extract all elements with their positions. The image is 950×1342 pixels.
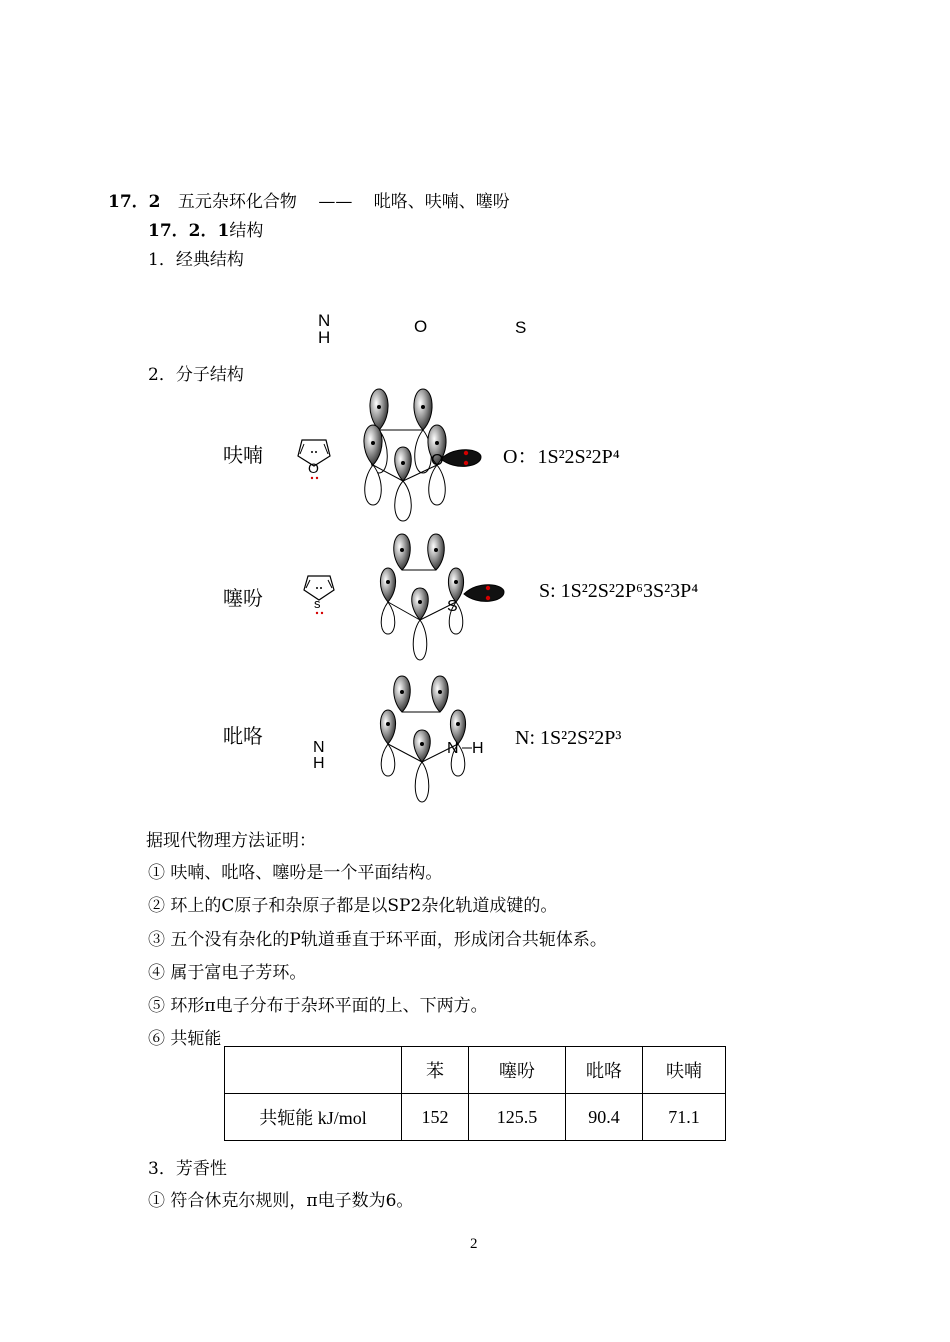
pyrrole-electron-config xyxy=(515,727,621,750)
item-mark: ④ xyxy=(148,963,165,983)
furan-ring-atom: O xyxy=(308,460,319,476)
item-text: 呋喃、吡咯、噻吩是一个平面结构。 xyxy=(170,863,443,883)
conjugation-energy-table xyxy=(224,1046,726,1141)
table-cell: 90.4 xyxy=(566,1094,643,1141)
evidence-item xyxy=(148,858,442,883)
page-number: 2 xyxy=(470,1236,478,1252)
pyrrole-config-text: N: 1S²2S²2P³ xyxy=(515,727,622,749)
section-compounds: 吡咯、呋喃、噻吩 xyxy=(373,192,510,212)
thiophene-heteroatom: S xyxy=(515,318,527,337)
table-cell: 152 xyxy=(402,1094,469,1141)
thiophene-config-text: S: 1S²2S²2P⁶3S²3P⁴ xyxy=(539,580,699,602)
thiophene-name: 噻吩 xyxy=(223,586,263,610)
item-mark: ⑤ xyxy=(148,996,165,1016)
furan-electron-config xyxy=(503,440,620,469)
pyrrole-name: 吡咯 xyxy=(223,724,263,748)
section-heading xyxy=(108,187,510,212)
thiophene-ring-atom: s xyxy=(314,596,321,611)
table-header-cell: 苯 xyxy=(402,1047,469,1094)
furan-config-text: O：1S²2S²2P⁴ xyxy=(503,446,620,468)
section-title: 五元杂环化合物 xyxy=(177,192,297,212)
pyrrole-ring-atom-group xyxy=(313,740,325,772)
aromaticity-item xyxy=(148,1186,413,1211)
thiophene-electron-config xyxy=(539,580,698,603)
table-cell: 125.5 xyxy=(469,1094,566,1141)
thiophene-orbital-atom: S xyxy=(447,598,458,615)
evidence-item xyxy=(148,991,488,1016)
evidence-item xyxy=(148,958,306,983)
table-header-cell: 噻吩 xyxy=(469,1047,566,1094)
pyrrole-ring-atom: N xyxy=(313,739,325,756)
item-text: 符合休克尔规则，π电子数为6。 xyxy=(170,1191,414,1211)
table-header-cell xyxy=(225,1047,402,1094)
subsection-title: 结构 xyxy=(229,221,264,241)
pyrrole-heteroatom xyxy=(318,312,330,346)
item-text: 属于富电子芳环。 xyxy=(170,963,307,983)
item-mark: ⑥ xyxy=(148,1029,165,1049)
item-mark: ① xyxy=(148,863,165,883)
lone-pair-lobe xyxy=(441,450,481,467)
table-header-cell: 呋喃 xyxy=(643,1047,726,1094)
subsection-heading xyxy=(148,216,263,241)
evidence-item xyxy=(148,1024,221,1049)
section-number: 17．2 xyxy=(108,192,161,212)
table-row-label: 共轭能 kJ/mol xyxy=(225,1094,402,1141)
evidence-item xyxy=(148,891,557,916)
pyrrole-ring-h: H xyxy=(313,755,325,772)
item-text: 五个没有杂化的P轨道垂直于环平面，形成闭合共轭体系。 xyxy=(170,930,607,950)
table-header-row xyxy=(225,1047,726,1094)
item-mark: ① xyxy=(148,1191,165,1211)
item-mark: ② xyxy=(148,896,165,916)
furan-orbital-atom: O xyxy=(431,452,444,469)
evidence-intro: 据现代物理方法证明： xyxy=(146,831,316,851)
section-dash: —— xyxy=(318,192,353,212)
furan-heteroatom: O xyxy=(414,317,428,336)
table-row xyxy=(225,1094,726,1141)
table-cell: 71.1 xyxy=(643,1094,726,1141)
aromaticity-heading: 3．芳香性 xyxy=(148,1159,227,1179)
item-text: 环形π电子分布于杂环平面的上、下两方。 xyxy=(170,996,488,1016)
item-text: 环上的C原子和杂原子都是以SP2杂化轨道成键的。 xyxy=(170,896,558,916)
pyrrole-n-label: N xyxy=(318,311,331,330)
molecular-heading: 2．分子结构 xyxy=(148,365,244,385)
pyrrole-p-orbital-diagram xyxy=(374,672,484,807)
furan-name: 呋喃 xyxy=(223,443,263,467)
pyrrole-orbital-atom: N xyxy=(447,740,459,757)
subsection-number: 17．2．1 xyxy=(148,221,230,241)
classical-heading: 1．经典结构 xyxy=(148,250,244,270)
evidence-item xyxy=(148,925,607,950)
pyrrole-orbital-h: H xyxy=(472,740,484,757)
item-mark: ③ xyxy=(148,930,165,950)
furan-p-orbital-diagram xyxy=(355,385,485,525)
item-text: 共轭能 xyxy=(170,1029,222,1049)
thiophene-p-orbital-diagram xyxy=(374,530,514,665)
pyrrole-h-label: H xyxy=(318,328,331,347)
table-header-cell: 吡咯 xyxy=(566,1047,643,1094)
